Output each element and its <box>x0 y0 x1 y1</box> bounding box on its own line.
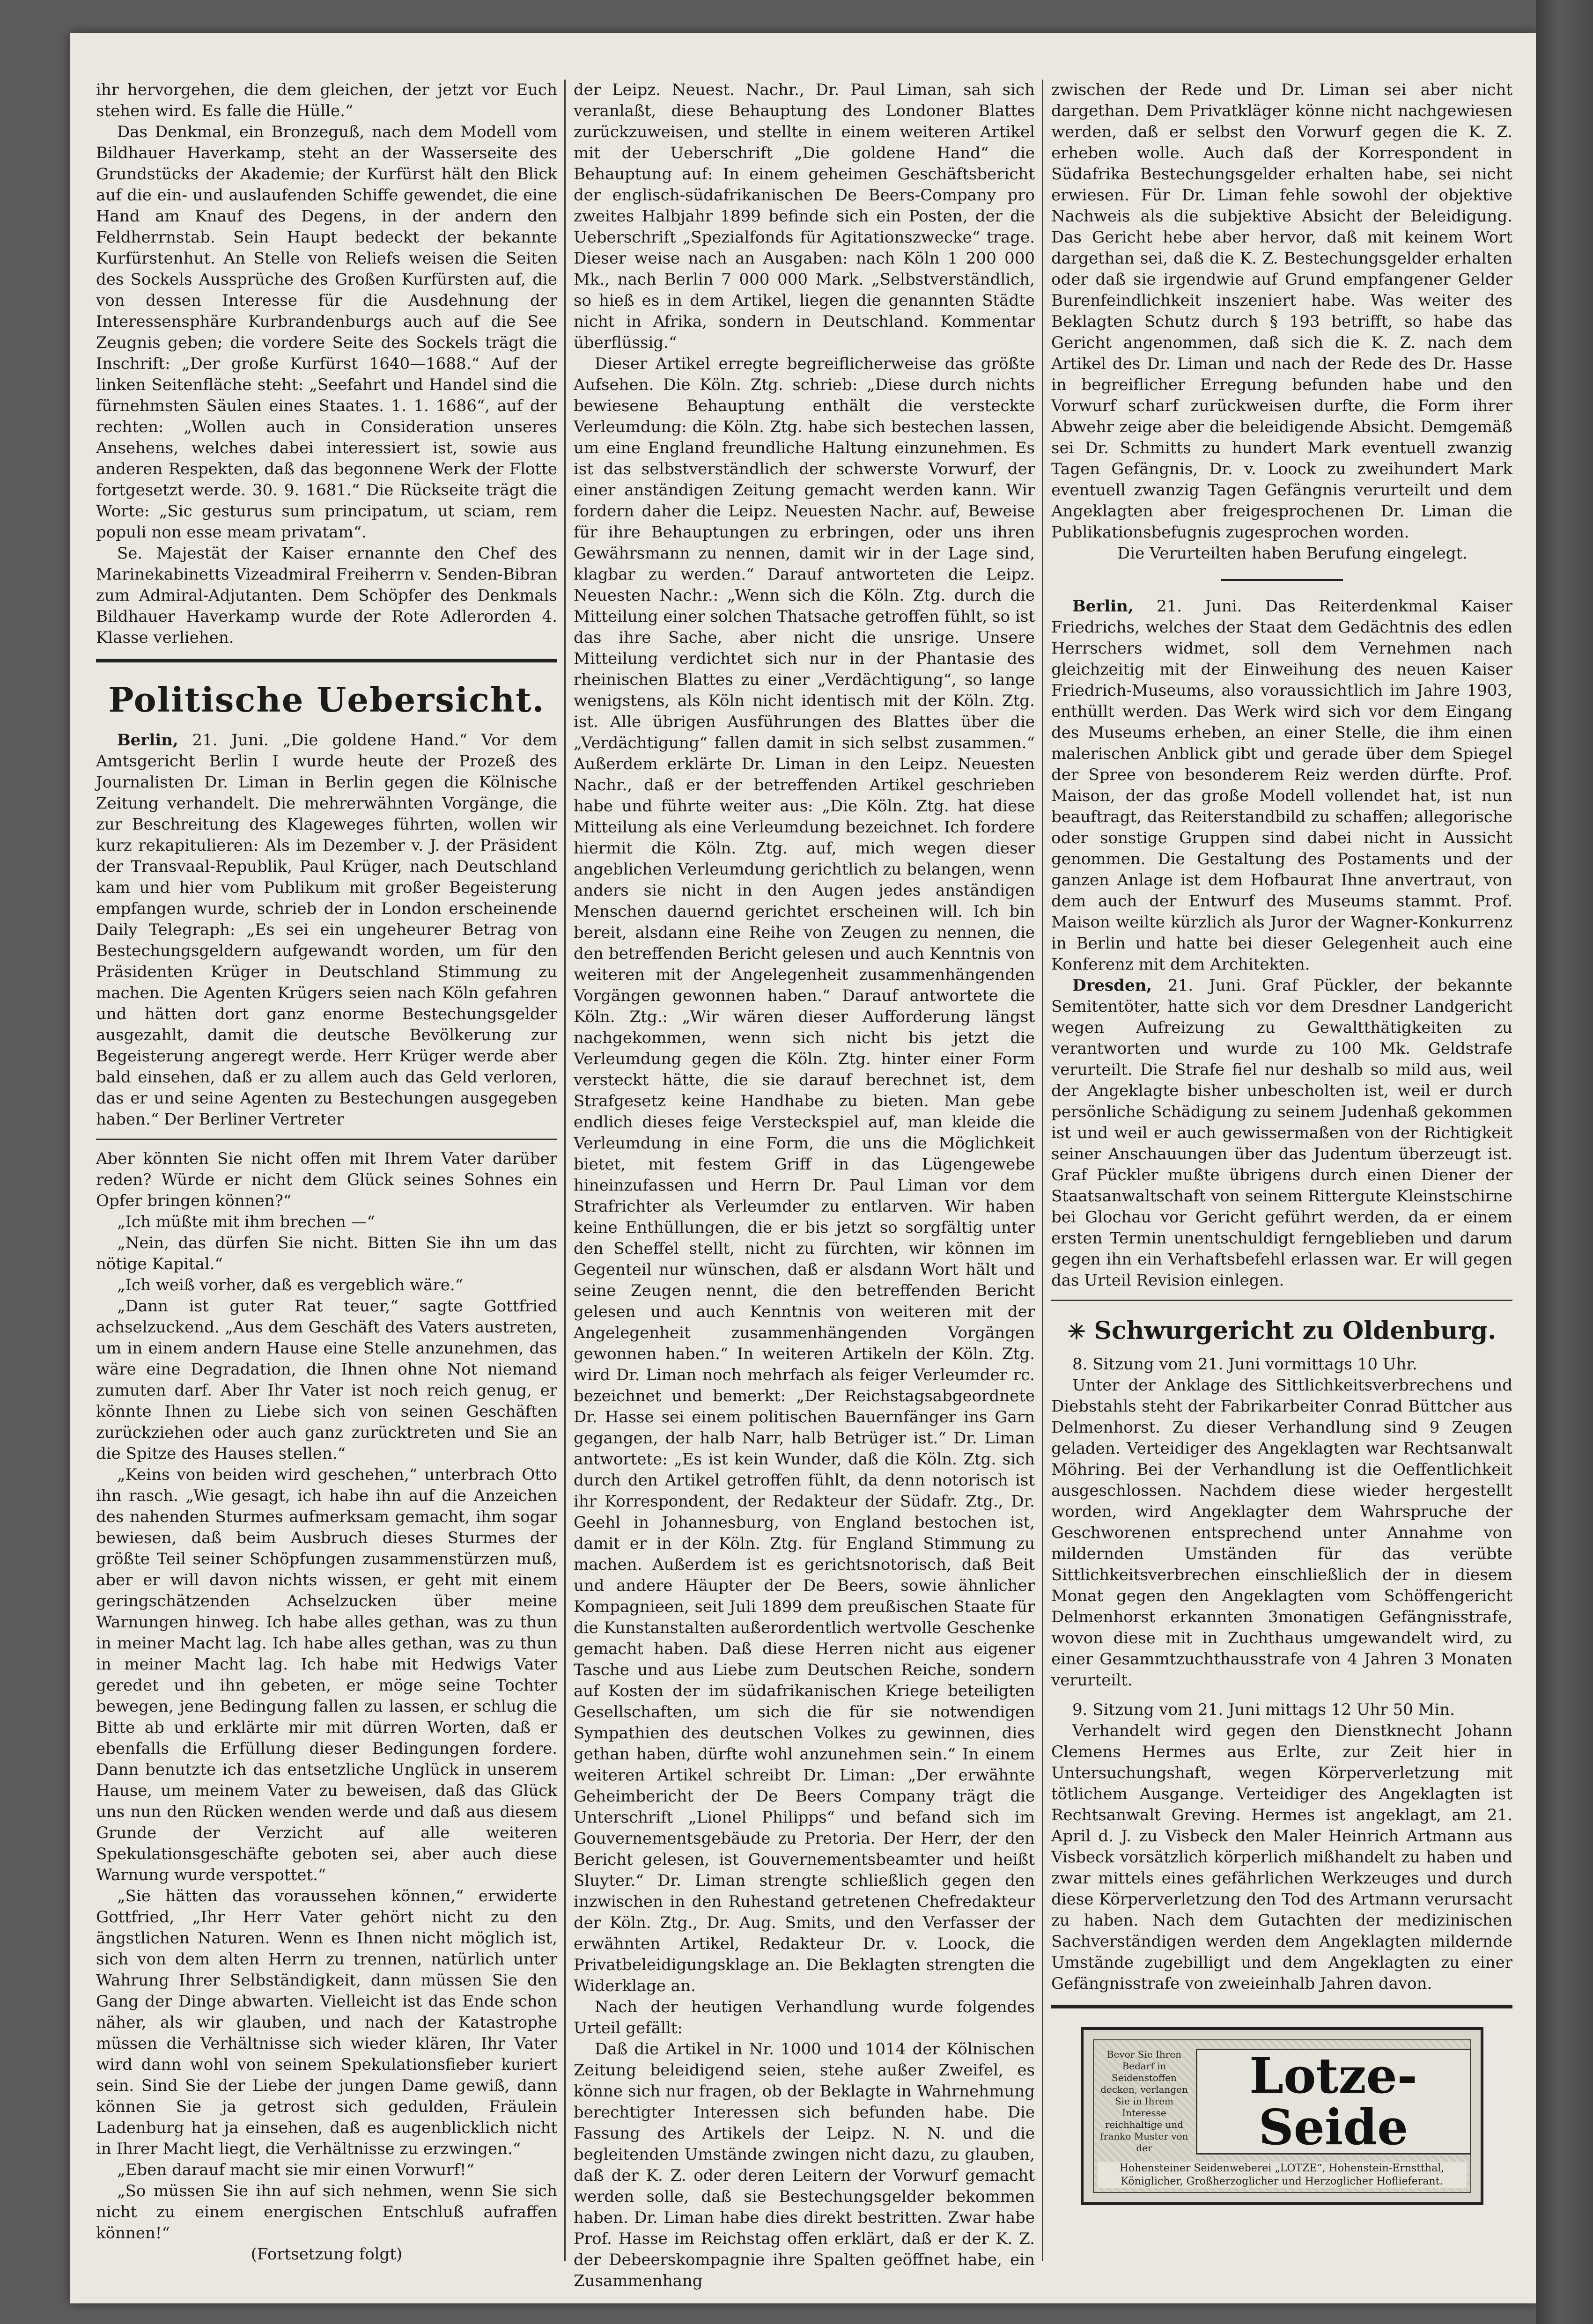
ad-bottom-text: Hohensteiner Seidenweberei „LOTZE“, Hohenstein-Ernstthal, Königlicher, Großherzoglicher und Herzoglicher Hoflieferant. <box>1098 2162 1467 2188</box>
court-heading <box>1051 1317 1512 1346</box>
ad-brand: Lotze-Seide <box>1196 2049 1471 2155</box>
court-heading-text: Schwurgericht zu Oldenburg. <box>1094 1316 1497 1345</box>
article-text <box>96 730 557 1130</box>
article-body: 21. Juni. Graf Pückler, der bekannte Semitentöter, hatte sich vor dem Dresdner Landgericht wegen Aufreizung zu Gewaltthätigkeiten zu verantworten und wurde zu 100 Mk. Geldstrafe verurteilt. Die Strafe fiel nur deshalb so mild aus, weil der Angeklagte bisher unbescholten ist, weil er durch persönliche Schädigung zu seinem Judenhaß gekommen ist und weil er auch gewissermaßen von der Richtigkeit seiner Anschauungen über das Judentum überzeugt ist. Graf Pückler mußte übrigens durch einen Diener der Staatsanwaltschaft von seinem Rittergute Kleinstschirne bei Glochau vor Gericht geführt werden, da er einem ersten Termin unentschuldigt ferngeblieben und darum gegen ihn ein Verhaftsbefehl erlassen war. Er will gegen das Urteil Revision einlegen. <box>1051 976 1512 1290</box>
article-text: Unter der Anklage des Sittlichkeitsverbrechens und Diebstahls steht der Fabrikarbeiter Conrad Büttcher aus Delmenhorst. Zu dieser Verhandlung sind 9 Zeugen geladen. Verteidiger des Angeklagten war Rechtsanwalt Möhring. Bei der Verhandlung ist die Oeffentlichkeit ausgeschlossen. Nachdem diese wieder hergestellt worden, wird Angeklagter dem Wahrspruche der Geschworenen entsprechend unter Annahme von mildernden Umständen für das verübte Sittlichkeitsverbrechen einschließlich der in diesem Monat gegen den Angeklagten vom Schöffengericht Delmenhorst erkannten 3monatigen Gefängnisstrafe, wovon diese mit in Zuchthaus umgewandelt wird, zu einer Gesammtzuchthausstrafe von 4 Jahren 3 Monaten verurteilt. <box>1051 1376 1512 1690</box>
article-body: 21. Juni. „Die goldene Hand.“ Vor dem Amtsgericht Berlin I wurde heute der Prozeß des Journalisten Dr. Liman in Berlin gegen die Kölnische Zeitung verhandelt. Die mehrerwähnten Vorgänge, die zur Beschreitung des Klageweges führten, wollen wir kurz rekapitulieren: Als im Dezember v. J. der Präsident der Transvaal-Republik, Paul Krüger, nach Deutschland kam und hier vom Publikum mit großer Begeisterung empfangen wurde, schrieb der in London erscheinende Daily Telegraph: „Es sei ein ungeheurer Betrag von Bestechungsgeldern aufgewandt worden, um für den Präsidenten Krüger in Deutschland Stimmung zu machen. Die Agenten Krügers seien nach Köln gefahren und hätten dort ganz enorme Bestechungsgelder ausgezahlt, damit die deutsche Bevölkerung zur Begeisterung angeregt werde. Herr Krüger werde aber bald einsehen, daß er zu allem auch das Geld verloren, das er und seine Agenten zu Bestechungen ausgegeben haben.“ Der Berliner Vertreter <box>96 731 557 1129</box>
column-middle <box>574 80 1035 2290</box>
session-heading: 8. Sitzung vom 21. Juni vormittags 10 Uhr. <box>1072 1355 1417 1374</box>
feuilleton-text: „Eben darauf macht sie mir einen Vorwurf!“ <box>117 2161 474 2179</box>
column-right <box>1051 80 1512 2280</box>
book-binding <box>1536 0 1593 2324</box>
feuilleton-text: Aber könnten Sie nicht offen mit Ihrem Vater darüber reden? Würde er nicht dem Glück seines Sohnes ein Opfer bringen können?“ <box>96 1149 557 1210</box>
dateline: Berlin, <box>1072 597 1134 616</box>
dateline: Berlin, <box>117 731 178 750</box>
section-divider <box>96 659 557 662</box>
feuilleton-text: „So müssen Sie ihn auf sich nehmen, wenn Sie sich nicht zu einem energischen Entschluß aufraffen können!“ <box>96 2182 557 2243</box>
article-text: Verhandelt wird gegen den Dienstknecht Johann Clemens Hermes aus Erlte, zur Zeit hier in Untersuchungshaft, wegen Körperverletzung mit tötlichem Ausgange. Verteidiger des Angeklagten ist Rechtsanwalt Greving. Hermes ist angeklagt, am 21. April d. J. zu Visbeck den Maler Heinrich Artmann aus Visbeck vorsätzlich körperlich mißhandelt zu haben und zwar mittels eines gefährlichen Werkzeuges und durch diese Körperverletzung den Tod des Artmann verursacht zu haben. Nach dem Gutachten der medizinischen Sachverständigen werden dem Angeklagten mildernde Umstände zugebilligt und dem Angeklagten zu einer Gefängnisstrafe von zweieinhalb Jahren davon. <box>1051 1721 1512 1993</box>
session-heading: 9. Sitzung vom 21. Juni mittags 12 Uhr 50 Min. <box>1072 1700 1455 1719</box>
article-text: Die Verurteilten haben Berufung eingelegt. <box>1117 544 1468 563</box>
article-text: zwischen der Rede und Dr. Liman sei aber nicht dargethan. Dem Privatkläger könne nicht nachgewiesen werden, daß er selbst den Vorwurf gegen die K. Z. erheben wolle. Auch daß der Korrespondent in Südafrika Bestechungsgelder erhalten habe, sei nicht erwiesen. Für Dr. Liman fehle sowohl der objektive Nachweis als die subjektive Absicht der Beleidigung. Das Gericht hebe aber hervor, daß mit keinem Wort dargethan sei, daß die K. Z. Bestechungsgelder erhalten oder daß sie irgendwie auf Grund empfangener Gelder Burenfeindlichkeit inszeniert habe. Was weiter des Beklagten Schutz durch § 193 betrifft, so habe das Gericht angenommen, daß sich die K. Z. nach dem Artikel des Dr. Liman und nach der Rede des Dr. Hasse in begreiflicher Erregung befunden habe und den Vorwurf scharf zurückweisen durfte, die Form ihrer Abwehr zeige aber die beleidigende Absicht. Demgemäß sei Dr. Schmitts zu hundert Mark eventuell zwanzig Tagen Gefängnis, Dr. v. Loock zu zweihundert Mark eventuell zwanzig Tagen Gefängnis verurteilt und dem Angeklagten aber freigesprochenen Dr. Liman die Publikationsbefugnis zugesprochen worden. <box>1051 81 1512 542</box>
feuilleton-text: „Keins von beiden wird geschehen,“ unterbrach Otto ihn rasch. „Wie gesagt, ich habe ihn auf die Anzeichen des nahenden Sturmes aufmerksam gemacht, ihm sogar bewiesen, daß beim Ausbruch dieses Sturmes der größte Teil seiner Schöpfungen zusammenstürzen muß, aber er will davon nichts wissen, er geht mit einem geringschätzenden Achselzucken über meine Warnungen hinweg. Ich habe alles gethan, was zu thun in meiner Macht lag. Ich habe alles gethan, was zu thun in meiner Macht lag. Ich habe mit Hedwigs Vater geredet und ihn gebeten, er möge seine Tochter bewegen, jene Bedingung fallen zu lassen, er schlug die Bitte ab und erklärte mir mit dürren Worten, daß er ebenfalls die Erfüllung dieser Bedingungen fordere. Dann benutzte ich das entsetzliche Unglück in unserem Hause, um meinem Vater zu beweisen, daß das Glück uns nun den Rücken wenden werde und daß aus diesem Grunde der Verzicht auf alle weiteren Spekulationsgeschäfte geboten sei, aber auch diese Warnung wurde verspottet.“ <box>96 1465 557 1884</box>
article-body: 21. Juni. Das Reiterdenkmal Kaiser Friedrichs, welches der Staat dem Gedächtnis des edlen Herrschers widmet, soll dem Vernehmen nach gleichzeitig mit der Einweihung des neuen Kaiser Friedrich-Museums, also voraussichtlich im Jahre 1903, enthüllt werden. Das Werk wird sich vor dem Eingang des Museums erheben, an einer Stelle, die ihm einen malerischen Anblick gibt und gerade über dem Spiegel der Spree von besonderem Reiz werden dürfte. Prof. Maison, der das große Modell vollendet hat, ist nun beauftragt, das Reiterstandbild zu schaffen; allegorische oder sonstige Gruppen sind dabei nicht in Aussicht genommen. Die Gestaltung des Postaments und der ganzen Anlage ist dem Hofbaurat Ihne anvertraut, von dem auch der Entwurf des Museums stammt. Prof. Maison weilte kürzlich als Juror der Wagner-Konkurrenz in Berlin und hatte bei dieser Gelegenheit auch eine Konferenz mit dem Architekten. <box>1051 597 1512 974</box>
column-left <box>96 80 557 2280</box>
article-text <box>1051 975 1512 1291</box>
feuilleton-text: „Nein, das dürfen Sie nicht. Bitten Sie ihn um das nötige Kapital.“ <box>96 1234 557 1273</box>
feuilleton-text: „Ich müßte mit ihm brechen —“ <box>117 1213 375 1231</box>
feuilleton-text: „Sie hätten das voraussehen können,“ erwiderte Gottfried, „Ihr Herr Vater gehört nicht zu den ängstlichen Naturen. Wenn es Ihnen nicht möglich ist, sich von dem alten Herrn zu trennen, natürlich unter Wahrung Ihrer Selbständigkeit, dann müssen Sie den Gang der Dinge abwarten. Vielleicht ist das Ende schon näher, als wir glauben, und nach der Katastrophe müssen die Verhältnisse sich wieder klären, Ihr Vater wird dann wohl von seinem Spekulationsfieber kuriert sein. Sind Sie der Liebe der jungen Dame gewiß, dann können Sie ja getrost sich gedulden, Fräulein Ladenburg hat ja einsehen, daß es augenblicklich nicht in Ihrer Macht liegt, die Verhältnisse zu erzwingen.“ <box>96 1887 557 2158</box>
dateline: Dresden, <box>1072 976 1152 995</box>
asterisk-icon: ✳ <box>1067 1319 1086 1344</box>
article-text <box>1051 596 1512 975</box>
feuilleton-text: „Ich weiß vorher, daß es vergeblich wäre.“ <box>117 1276 464 1294</box>
article-text: Dieser Artikel erregte begreiflicherweise das größte Aufsehen. Die Köln. Ztg. schrieb: „Diese durch nichts bewiesene Behauptung enthält die versteckte Verleumdung: die Köln. Ztg. habe sich bestechen lassen, um eine England freundliche Haltung einzunehmen. Es ist das selbstverständlich der schwerste Vorwurf, der einer anständigen Zeitung gemacht werden kann. Wir fordern daher die Leipz. Neuesten Nachr. auf, Beweise für ihre Behauptungen zu erbringen, oder uns ihren Gewährsmann zu nennen, damit wir in der Lage sind, klagbar zu werden.“ Darauf antworteten die Leipz. Neuesten Nachr.: „Wenn sich die Köln. Ztg. durch die Mitteilung einer solchen Thatsache getroffen fühlt, so ist das ihre Sache, aber nicht die unsrige. Unsere Mitteilung verdichtet sich nur in der Phantasie des rheinischen Blattes zu einer „Verdächtigung“, so lange wenigstens, als Köln nicht identisch mit der Köln. Ztg. ist. Alle übrigen Ausführungen des Blattes über die „Verdächtigung“ fallen damit in sich selbst zusammen.“ Außerdem erklärte Dr. Liman in den Leipz. Neuesten Nachr., daß er der betreffenden Artikel geschrieben habe und führte weiter aus: „Die Köln. Ztg. hat diese Mitteilung als eine Verleumdung bezeichnet. Ich fordere hiermit die Köln. Ztg. auf, mich wegen dieser angeblichen Verleumdung gerichtlich zu belangen, wenn anders sie nicht in den Augen jedes anständigen Menschen dauernd gerichtet erscheinen will. Ich bin bereit, alsdann eine Reihe von Zeugen zu nennen, die den betreffenden Bericht gelesen und auch Kenntnis von weiteren mit der Angelegenheit zusammenhängenden Vorgängen gewonnen haben.“ Darauf antwortete die Köln. Ztg.: „Wir wären dieser Aufforderung längst nachgekommen, wenn sich nicht bis jetzt die Verleumdung gegen die Köln. Ztg. hinter einer Form versteckt hätte, die sie darauf berechnet ist, dem Strafgesetz keine Handhabe zu bieten. Man gebe endlich dieses feige Versteckspiel auf, man kleide die Verleumdung in eine Form, die uns die Möglichkeit bietet, mit festem Griff in das Lügengewebe hineinzufassen und Herrn Dr. Paul Liman vor dem Strafrichter als Verleumder zu entlarven. Wir haben keine Enthüllungen, die er bis jetzt so sorgfältig unter den Scheffel stellt, nicht zu fürchten, wir können im Gegenteil nur wünschen, daß er alsdann Wort hält und seine Zeugen nennt, die den betreffenden Bericht gelesen und auch Kenntnis von weiteren mit der Angelegenheit zusammenhängenden Vorgängen gewonnen haben.“ In weiteren Artikeln der Köln. Ztg. wird Dr. Liman noch mehrfach als feiger Verleumder rc. bezeichnet und bemerkt: „Der Reichstagsabgeordnete Dr. Hasse sei einem politischen Bauernfänger ins Garn gegangen, der halb Narr, halb Betrüger ist.“ Dr. Liman antwortete: „Es ist kein Wunder, daß die Köln. Ztg. sich durch den Artikel getroffen fühlt, da denn notorisch ist ihr Korrespondent, der Redakteur der Südafr. Ztg., Dr. Geehl in Johannesburg, von England bestochen ist, damit er in der Köln. Ztg. für England Stimmung zu machen. Außerdem ist es gerichtsnotorisch, daß Beit und andere Häupter der De Beers, sowie ähnlicher Kompagnieen, seit Juli 1899 dem preußischen Staate für die Kunstanstalten außerordentlich wertvolle Geschenke gemacht haben. Daß diese Herren nicht aus eigener Tasche und aus Liebe zum Deutschen Reiche, sondern auf Kosten der im südafrikanischen Kriege beteiligten Gesellschaften, um sich die für sie notwendigen Sympathien des deutschen Volkes zu gewinnen, dies gethan haben, dürfte wohl anzunehmen sein.“ In einem weiteren Artikel schreibt Dr. Liman: „Der erwähnte Geheimbericht der De Beers Company trägt die Unterschrift „Lionel Philipps“ und befand sich im Gouvernementsgebäude zu Pretoria. Der Herr, der den Bericht gelesen, ist Gouvernementsbeamter und heißt Sluyter.“ Dr. Liman strengte schließlich gegen den inzwischen in den Ruhestand getretenen Chefredakteur der Köln. Ztg., Dr. Aug. Smits, und den Verfasser der erwähnten Artikel, Redakteur Dr. v. Loock, die Privatbeleidigungsklage an. Die Beklagten strengten die Widerklage an. <box>574 354 1035 1995</box>
section-heading: Politische Uebersicht. <box>108 680 545 720</box>
article-text: Se. Majestät der Kaiser ernannte den Chef des Marinekabinetts Vizeadmiral Freiherrn v. Senden-Bibran zum Admiral-Adjutanten. Dem Schöpfer des Denkmals Bildhauer Haverkamp wurde der Rote Adlerorden 4. Klasse verliehen. <box>96 544 557 647</box>
section-divider <box>1051 1300 1512 1301</box>
continuation-note: (Fortsetzung folgt) <box>251 2245 403 2264</box>
article-text: Nach der heutigen Verhandlung wurde folgendes Urteil gefällt: <box>574 1998 1035 2037</box>
article-text: Das Denkmal, ein Bronzeguß, nach dem Modell vom Bildhauer Haverkamp, steht an der Wasserseite des Grundstücks der Akademie; der Kurfürst hält den Blick auf die ein- und auslaufenden Schiffe gewendet, die eine Hand am Knauf des Degens, in der andern den Feldherrnstab. Sein Haupt bedeckt der bekannte Kurfürstenhut. An Stelle von Reliefs weisen die Seiten des Sockels Aussprüche des Großen Kurfürsten auf, die von dessen Interesse für die Ausdehnung der Interessensphäre Kurbrandenburgs auch auf die See Zeugnis geben; die vordere Seite des Sockels trägt die Inschrift: „Der große Kurfürst 1640—1688.“ Auf der linken Seitenfläche steht: „Seefahrt und Handel sind die fürnehmsten Säulen eines Staates. 1. 1. 1686“, auf der rechten: „Wollen auch in Consideration unseres Ansehens, welches dabei interessiert ist, sowie aus anderen Respekten, daß das begonnene Werk der Flotte fortgesetzt werde. 30. 9. 1681.“ Die Rückseite trägt die Worte: „Sic gesturus sum principatum, ut sciam, rem populi non esse meam privatam“. <box>96 123 557 542</box>
feuilleton-text: „Dann ist guter Rat teuer,“ sagte Gottfried achselzuckend. „Aus dem Geschäft des Vaters austreten, um in einem andern Hause eine Stelle anzunehmen, das wäre eine Degradation, die Ihnen ohne Not niemand zumuten darf. Aber Ihr Vater ist noch reich genug, er könnte Ihnen zu Liebe sich von seinen Geschäften zurückziehen oder auch ganz zurücktreten und Sie an die Spitze des Hauses stellen.“ <box>96 1297 557 1463</box>
column-rule <box>564 80 566 2261</box>
ad-left-text: Bevor Sie Ihren Bedarf in Seidenstoffen decken, verlangen Sie in Ihrem Interesse reichhaltige und franko Muster von der <box>1100 2049 1188 2154</box>
short-divider <box>1221 579 1343 581</box>
ad-divider <box>1051 2005 1512 2008</box>
column-rule <box>1042 80 1043 2261</box>
newspaper-page <box>70 33 1536 2303</box>
article-text: der Leipz. Neuest. Nachr., Dr. Paul Liman, sah sich veranlaßt, diese Behauptung des Londoner Blattes zurückzuweisen, und stellte in einem weiteren Artikel mit der Ueberschrift „Die goldene Hand“ die Behauptung auf: In einem geheimen Geschäftsbericht der englisch-südafrikanischen De Beers-Company pro zweites Halbjahr 1899 befinde sich ein Posten, der die Ueberschrift „Spezialfonds für Agitationszwecke“ trage. Dieser weise nach an Ausgaben: nach Köln 1 200 000 Mk., nach Berlin 7 000 000 Mark. „Selbstverständlich, so hieß es in dem Artikel, liegen die genannten Städte nicht in Afrika, sondern in Deutschland. Kommentar überflüssig.“ <box>574 81 1035 352</box>
advertisement <box>1081 2027 1483 2205</box>
feuilleton-divider <box>96 1139 557 1140</box>
article-text: Daß die Artikel in Nr. 1000 und 1014 der Kölnischen Zeitung beleidigend seien, stehe außer Zweifel, es könne sich nur fragen, ob der Beklagte in Wahrnehmung berechtigter Interessen sich befunden habe. Die Fassung des Artikels der Leipz. N. N. und die begleitenden Umstände zwingen nicht dazu, zu glauben, daß der K. Z. oder deren Leitern der Vorwurf gemacht werden solle, daß sie Bestechungsgelder bekommen haben. Dr. Liman habe dies direkt bestritten. Zwar habe Prof. Hasse im Reichstag offen erklärt, daß er der K. Z. der Debeerskompagnie ihre Spalten geöffnet habe, ein Zusammenhang <box>574 2040 1035 2290</box>
article-text: ihr hervorgehen, die dem gleichen, der jetzt vor Euch stehen wird. Es falle die Hülle.“ <box>96 81 557 120</box>
